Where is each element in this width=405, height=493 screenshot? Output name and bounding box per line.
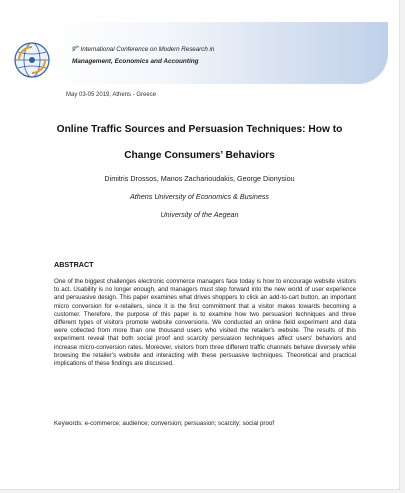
conference-name	[72, 44, 214, 53]
conference-ordinal: 9	[72, 46, 76, 54]
conference-topic: Management, Economics and Accounting	[72, 58, 199, 65]
conference-ordinal-suffix: th	[75, 44, 79, 49]
conference-name-text: International Conference on Modern Research in	[78, 46, 215, 54]
paper-authors: Dimitris Drossos, Manos Zacharioudakis, George Dionysiou	[104, 174, 295, 183]
conference-date-location: May 03-05 2019, Athens - Greece	[66, 92, 157, 98]
abstract-heading: ABSTRACT	[54, 260, 94, 269]
paper-title-line-1: Online Traffic Sources and Persuasion Techniques: How to	[56, 124, 343, 135]
conference-logo-icon	[12, 40, 52, 80]
abstract-body: One of the biggest challenges electronic commerce managers face today is how to encourage website visitors to act. Usability is no longer enough, and managers must step forward into the new world of user experience and persuasive design. This paper examines what drives shoppers to click an add-to-cart button, an important micro conversion for e-retailers, since it is the first commitment that a visitor makes towards becoming a customer. Therefore, the purpose of this paper is to examine how two persuasion techniques and three different types of visitors promote website conversions. We conducted an online field experiment and data were collected from more than one thousand users who visited the retailer's website. The results of this experiment reveal that both social proof and scarcity persuasion techniques affect users' behaviors and increase micro-conversion rates. Moreover, visitors from three different traffic channels behave diversely while browsing the retailer's website and interacting with these persuasive techniques. Theoretical and practical implications of these findings are discussed.	[54, 278, 356, 368]
conference-header	[8, 18, 392, 98]
paper-title-line-2: Change Consumers’ Behaviors	[124, 150, 275, 161]
affiliation-1: Athens University of Economics & Business	[129, 192, 270, 201]
keywords-line: Keywords: e-commerce; audience; conversion; persuasion; scarcity; social proof	[54, 420, 275, 427]
affiliation-2: University of the Aegean	[160, 210, 239, 219]
